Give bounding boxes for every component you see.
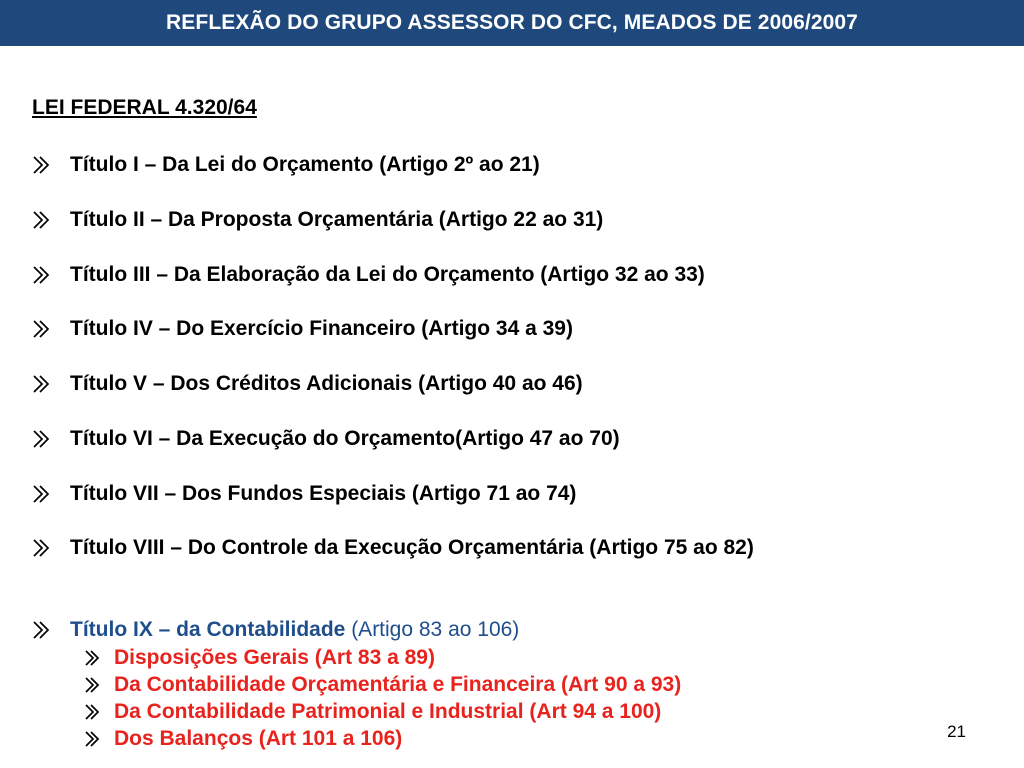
arrow-bullet-icon	[32, 620, 54, 640]
list-item-text: Título III – Da Elaboração da Lei do Orçamento (Artigo 32 ao 33)	[70, 263, 705, 286]
sub-list-item-text: Da Contabilidade Orçamentária e Financeira (Art 90 a 93)	[114, 673, 682, 696]
list-item-text: Título VI – Da Execução do Orçamento(Artigo 47 ao 70)	[70, 427, 620, 450]
sub-list-item	[84, 672, 681, 698]
arrow-bullet-icon	[84, 730, 104, 748]
list-item	[32, 152, 994, 178]
section-heading: LEI FEDERAL 4.320/64	[32, 96, 257, 119]
arrow-bullet-icon	[32, 210, 54, 230]
list-item-text: Título V – Dos Créditos Adicionais (Artigo 40 ao 46)	[70, 372, 583, 395]
sub-list-item	[84, 699, 661, 725]
list-item-text: Título VII – Dos Fundos Especiais (Artigo 71 ao 74)	[70, 482, 577, 505]
arrow-bullet-icon	[32, 429, 54, 449]
arrow-bullet-icon	[32, 484, 54, 504]
arrow-bullet-icon	[32, 538, 54, 558]
sub-list-item	[84, 726, 402, 752]
page-number: 21	[947, 722, 966, 741]
list-item-text	[70, 617, 994, 643]
list-item	[32, 535, 994, 561]
arrow-bullet-icon	[84, 676, 104, 694]
list-item	[32, 617, 994, 643]
sub-list-item-text: Da Contabilidade Patrimonial e Industrial (Art 94 a 100)	[114, 700, 662, 723]
list-item-text: Título IV – Do Exercício Financeiro (Artigo 34 a 39)	[70, 317, 573, 340]
slide-title: REFLEXÃO DO GRUPO ASSESSOR DO CFC, MEADOS DE 2006/2007	[166, 11, 858, 34]
arrow-bullet-icon	[32, 265, 54, 285]
arrow-bullet-icon	[32, 155, 54, 175]
list-item-title: Título IX – da Contabilidade	[70, 618, 346, 641]
sub-list-item-text: Dos Balanços (Art 101 a 106)	[114, 727, 403, 750]
arrow-bullet-icon	[32, 319, 54, 339]
list-item-text: Título I – Da Lei do Orçamento (Artigo 2º ao 21)	[70, 153, 540, 176]
arrow-bullet-icon	[84, 649, 104, 667]
slide-header	[0, 0, 1024, 46]
list-item	[32, 207, 994, 233]
list-item-text: Título VIII – Do Controle da Execução Orçamentária (Artigo 75 ao 82)	[70, 536, 754, 559]
list-item	[32, 262, 994, 288]
list-item	[32, 426, 994, 452]
list-item	[32, 316, 994, 342]
sub-list-item	[84, 645, 435, 671]
list-item-text: Título II – Da Proposta Orçamentária (Artigo 22 ao 31)	[70, 208, 604, 231]
list-item	[32, 371, 994, 397]
list-item-suffix: (Artigo 83 ao 106)	[345, 618, 520, 641]
arrow-bullet-icon	[32, 374, 54, 394]
arrow-bullet-icon	[84, 703, 104, 721]
sub-list-item-text: Disposições Gerais (Art 83 a 89)	[114, 646, 435, 669]
list-item	[32, 481, 994, 507]
